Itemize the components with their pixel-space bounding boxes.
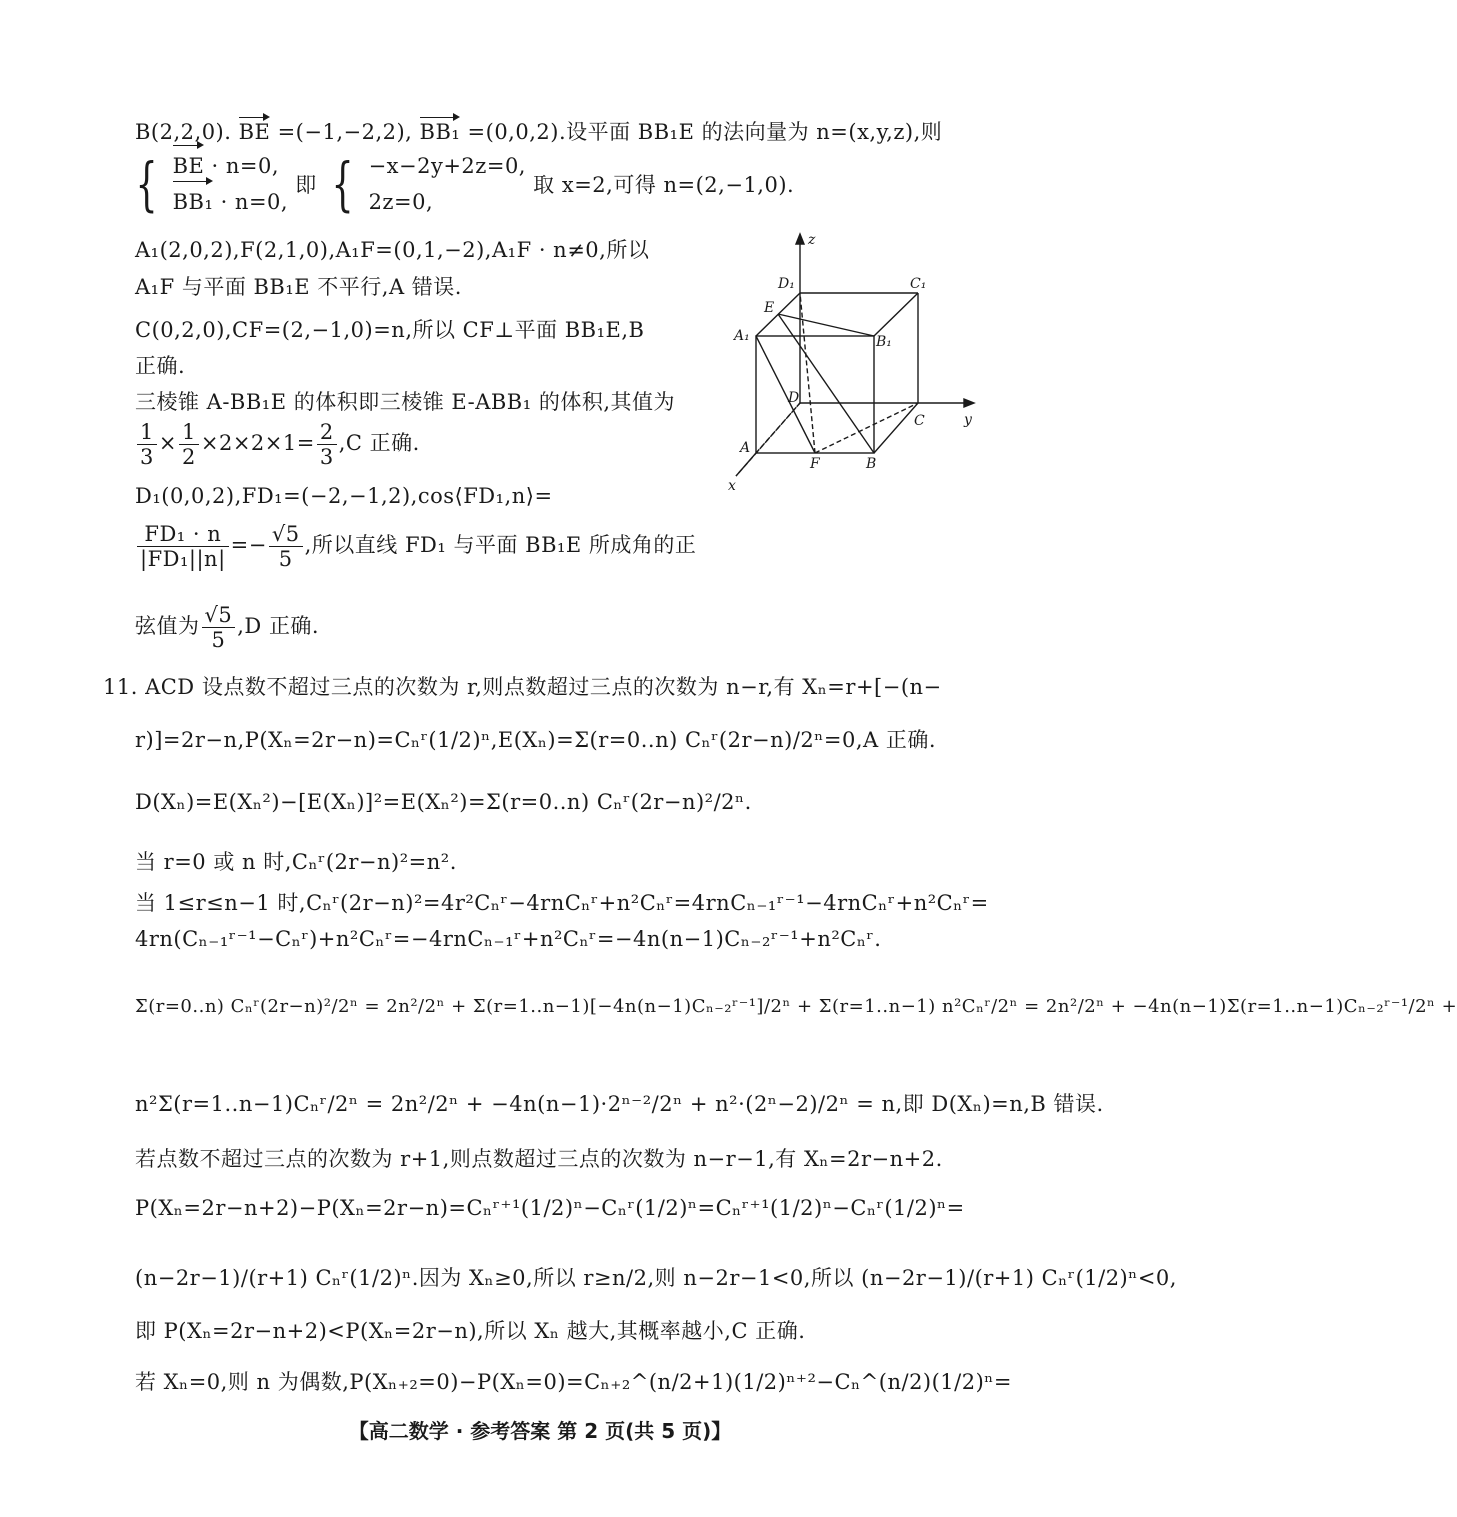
frac-num: 2 (317, 420, 337, 445)
problem-11-line-2: r)]=2r−n,P(Xₙ=2r−n)=Cₙʳ(1/2)ⁿ,E(Xₙ)=Σ(r=0..n) Cₙʳ(2r−n)/2ⁿ=0,A 正确. (135, 728, 937, 752)
solution-line-3: A₁(2,0,2),F(2,1,0),A₁F=(0,1,−2),A₁F · n≠0,所以 (135, 238, 650, 262)
label-y: y (964, 412, 972, 428)
text-sine: 弦值为 (135, 614, 200, 638)
label-x: x (728, 478, 736, 494)
vector-be: BE (238, 120, 271, 144)
label-e: E (764, 300, 775, 316)
solution-line-6: 正确. (135, 354, 186, 378)
label-d1: D₁ (778, 276, 795, 292)
label-b: B (866, 456, 877, 472)
solution-line-10 (135, 522, 696, 571)
problem-11-line-5: 当 1≤r≤n−1 时,Cₙʳ(2r−n)²=4r²Cₙʳ−4rnCₙʳ+n²Cₙʳ=4rnCₙ₋₁ʳ⁻¹−4rnCₙʳ+n²Cₙʳ= (135, 891, 989, 915)
frac-num: √5 (269, 522, 303, 547)
vector-bb1-2: BB₁ (173, 184, 214, 220)
label-c: C (914, 413, 925, 429)
problem-11-line-9: 若点数不超过三点的次数为 r+1,则点数超过三点的次数为 n−r−1,有 Xₙ=2r−n+2. (135, 1147, 943, 1171)
sys-tail: 取 x=2,可得 n=(2,−1,0). (533, 173, 795, 197)
problem-11-line-10: P(Xₙ=2r−n+2)−P(Xₙ=2r−n)=Cₙʳ⁺¹(1/2)ⁿ−Cₙʳ(1/2)ⁿ=Cₙʳ⁺¹(1/2)ⁿ−Cₙʳ(1/2)ⁿ= (135, 1196, 965, 1220)
problem-11-line-1: 11. ACD 设点数不超过三点的次数为 r,则点数超过三点的次数为 n−r,有 Xₙ=r+[−(n− (103, 675, 942, 699)
text-line-angle: ,所以直线 FD₁ 与平面 BB₁E 所成角的正 (304, 533, 697, 557)
sys-a1: · n=0, (211, 154, 280, 178)
text-eq: =− (230, 533, 267, 557)
x-axis (736, 453, 756, 476)
line-eb (778, 314, 874, 453)
label-b1: B₁ (876, 334, 892, 350)
frac-num: 1 (137, 420, 157, 445)
sys-b1: −x−2y+2z=0, (368, 154, 526, 178)
label-a1: A₁ (734, 328, 750, 344)
label-c1: C₁ (910, 276, 927, 292)
text-d-correct: ,D 正确. (237, 614, 320, 638)
edge-b1c1 (874, 293, 918, 336)
problem-11-line-12: 即 P(Xₙ=2r−n+2)<P(Xₙ=2r−n),所以 Xₙ 越大,其概率越小,C 正确. (135, 1319, 806, 1343)
label-z: z (808, 232, 816, 248)
solution-line-11 (135, 603, 319, 652)
sys-b2: 2z=0, (368, 190, 434, 214)
edge-bc (874, 403, 918, 453)
frac-den: 3 (140, 445, 154, 469)
left-brace-2: { (331, 150, 354, 218)
label-a: A (740, 440, 751, 456)
fraction-sqrt5-5b (202, 603, 236, 652)
solution-line-1 (135, 116, 942, 146)
sys-a2: · n=0, (220, 190, 289, 214)
left-brace: { (135, 150, 158, 218)
solution-line-5: C(0,2,0),CF=(2,−1,0)=n,所以 CF⊥平面 BB₁E,B (135, 318, 645, 342)
solution-line-8: $\frac{1}{3}$ × $\frac{1}{2}$ ×2×2×1= $\frac{2}{3}$ ,C 正确. (135, 420, 420, 469)
cube-diagram (728, 228, 980, 494)
fraction-two-thirds (317, 420, 337, 469)
frac-den: |FD₁||n| (140, 547, 226, 571)
text-b-coords: B(2,2,0). (135, 120, 232, 144)
solution-line-9: D₁(0,0,2),FD₁=(−2,−1,2),cos⟨FD₁,n⟩= (135, 484, 553, 508)
problem-11-line-8: n²Σ(r=1..n−1)Cₙʳ/2ⁿ = 2n²/2ⁿ + −4n(n−1)·2ⁿ⁻²/2ⁿ + n²·(2ⁿ−2)/2ⁿ = n,即 D(Xₙ)=n,B 错误. (135, 1092, 1104, 1116)
problem-11-line-4: 当 r=0 或 n 时,Cₙʳ(2r−n)²=n². (135, 850, 457, 874)
frac-den: 3 (319, 445, 334, 469)
line-eb1 (778, 314, 874, 336)
fraction-cosine (137, 522, 229, 571)
system-right (369, 148, 526, 220)
problem-11-line-13: 若 Xₙ=0,则 n 为偶数,P(Xₙ₊₂=0)−P(Xₙ=0)=Cₙ₊₂^(n/2+1)(1/2)ⁿ⁺²−Cₙ^(n/2)(1/2)ⁿ= (135, 1370, 1012, 1394)
text-normal-vector: =(0,0,2).设平面 BB₁E 的法向量为 n=(x,y,z),则 (467, 120, 943, 144)
frac-den: 5 (278, 547, 293, 571)
text-be-value: =(−1,−2,2), (277, 120, 413, 144)
frac-num: √5 (202, 603, 236, 628)
z-axis-arrow (796, 234, 804, 244)
system-left (173, 148, 289, 220)
page-footer: 【高二数学 · 参考答案 第 2 页(共 5 页)】 (348, 1419, 732, 1443)
label-d: D (788, 390, 800, 406)
frac-den: 2 (181, 445, 196, 469)
vector-bb1: BB₁ (419, 120, 461, 144)
fraction-one-third (137, 420, 157, 469)
solution-line-4: A₁F 与平面 BB₁E 不平行,A 错误. (135, 275, 462, 299)
front-face (756, 336, 874, 453)
text-c-correct: ,C 正确. (338, 431, 420, 455)
problem-11-line-11: (n−2r−1)/(r+1) Cₙʳ(1/2)ⁿ.因为 Xₙ≥0,所以 r≥n/2,则 n−2r−1<0,所以 (n−2r−1)/(r+1) Cₙʳ(1/2)ⁿ<0, (135, 1266, 1177, 1290)
frac-den: 5 (211, 628, 226, 652)
vector-be-2: BE (173, 148, 205, 184)
problem-11-line-7: Σ(r=0..n) Cₙʳ(2r−n)²/2ⁿ = 2n²/2ⁿ + Σ(r=1..n−1)[−4n(n−1)Cₙ₋₂ʳ⁻¹]/2ⁿ + Σ(r=1..n−1) n²Cₙʳ/2ⁿ = 2n²/2ⁿ + −4n(n−1)Σ(r=1..n−1)Cₙ₋₂ʳ⁻¹/2ⁿ + (135, 996, 1457, 1017)
label-f: F (810, 456, 820, 472)
fraction-one-half (179, 420, 199, 469)
text-ji: 即 (295, 173, 317, 197)
fraction-sqrt5-5 (269, 522, 303, 571)
text-product: ×2×2×1= (200, 431, 315, 455)
y-axis-arrow (964, 399, 974, 407)
frac-num: FD₁ · n (137, 522, 229, 547)
solution-line-7: 三棱锥 A-BB₁E 的体积即三棱锥 E-ABB₁ 的体积,其值为 (135, 390, 676, 414)
frac-num: 1 (179, 420, 199, 445)
equation-system (128, 148, 794, 220)
line-fc (815, 403, 918, 453)
problem-11-line-3: D(Xₙ)=E(Xₙ²)−[E(Xₙ)]²=E(Xₙ²)=Σ(r=0..n) Cₙʳ(2r−n)²/2ⁿ. (135, 790, 752, 814)
problem-11-line-6: 4rn(Cₙ₋₁ʳ⁻¹−Cₙʳ)+n²Cₙʳ=−4rnCₙ₋₁ʳ+n²Cₙʳ=−4n(n−1)Cₙ₋₂ʳ⁻¹+n²Cₙʳ. (135, 927, 882, 951)
